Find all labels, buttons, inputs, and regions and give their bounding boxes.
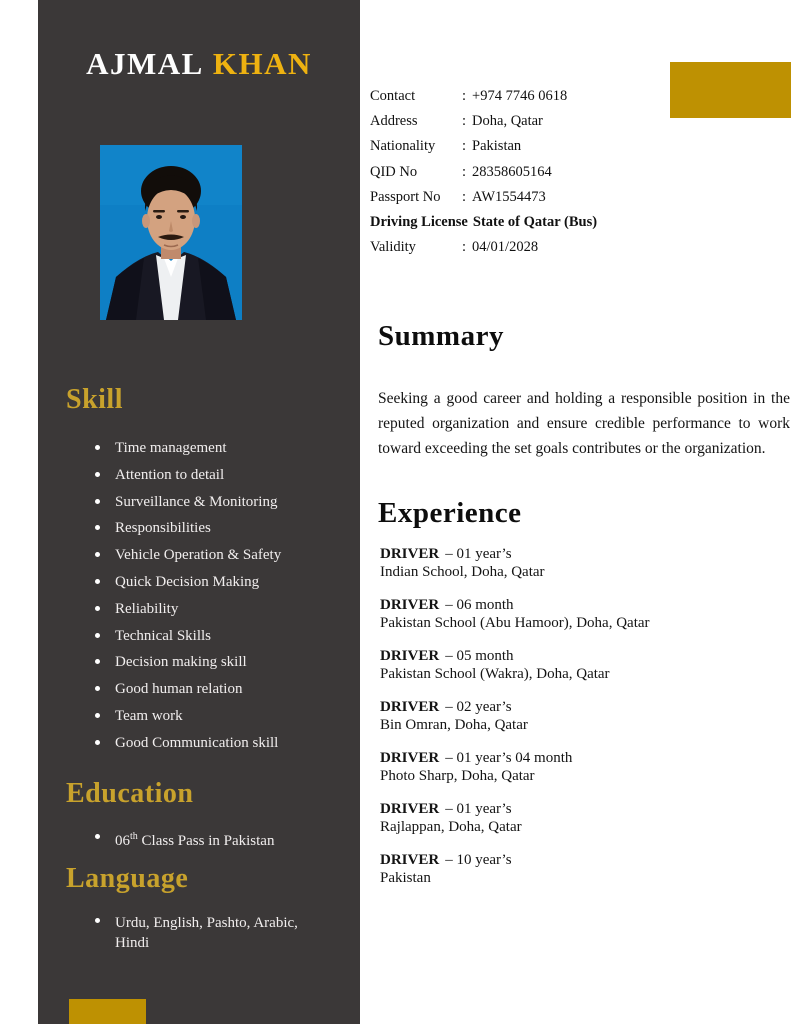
experience-entry — [380, 648, 780, 683]
contact-row — [370, 89, 670, 104]
experience-title — [380, 699, 780, 717]
contact-value: +974 7746 0618 — [472, 88, 568, 104]
contact-label: Passport No — [370, 188, 441, 205]
contact-separator: : — [462, 113, 467, 130]
skill-item: Good human relation — [38, 681, 360, 697]
experience-role: DRIVER — [380, 852, 440, 868]
experience-entry — [380, 546, 780, 581]
contact-row — [370, 114, 670, 129]
license-value: State of Qatar (Bus) — [472, 213, 598, 230]
experience-entry — [380, 750, 780, 785]
experience-entry — [380, 801, 780, 836]
experience-location: Pakistan School (Abu Hamoor), Doha, Qatar — [380, 614, 650, 631]
skill-item: Time management — [38, 440, 360, 456]
language-heading: Language — [66, 863, 189, 894]
contact-label: Contact — [370, 88, 416, 104]
language-list — [38, 913, 360, 964]
experience-duration: – 02 year’s — [445, 699, 512, 715]
experience-location: Indian School, Doha, Qatar — [380, 563, 545, 580]
contact-row — [370, 165, 670, 180]
experience-heading: Experience — [378, 497, 522, 529]
summary-heading: Summary — [378, 320, 504, 352]
experience-duration: – 01 year’s — [445, 546, 512, 562]
skill-list — [38, 440, 360, 762]
license-label: Driving License — [370, 213, 468, 230]
skill-heading: Skill — [66, 384, 123, 415]
experience-title — [380, 597, 780, 615]
contact-rows — [370, 89, 670, 205]
experience-duration: – 01 year’s — [445, 801, 512, 817]
experience-role: DRIVER — [380, 546, 440, 562]
skill-item: Attention to detail — [38, 467, 360, 483]
skill-item: Team work — [38, 708, 360, 724]
experience-location: Pakistan School (Wakra), Doha, Qatar — [380, 665, 610, 682]
summary-paragraph: Seeking a good career and holding a responsible position in the reputed organization and ensure credible performance to work toward exceeding the set goals contributes or the organization. — [378, 390, 790, 457]
experience-entry — [380, 699, 780, 734]
experience-duration: – 06 month — [445, 597, 514, 613]
contact-label: Nationality — [370, 138, 436, 155]
contact-row — [370, 190, 670, 205]
last-name: KHAN — [212, 46, 312, 81]
experience-role: DRIVER — [380, 750, 440, 766]
contact-separator: : — [462, 188, 467, 205]
driving-license-line — [370, 215, 670, 230]
experience-location: Rajlappan, Doha, Qatar — [380, 818, 522, 835]
experience-title — [380, 852, 780, 870]
skill-item: Reliability — [38, 601, 360, 617]
experience-entry — [380, 597, 780, 632]
candidate-name — [38, 46, 360, 82]
skill-item: Vehicle Operation & Safety — [38, 547, 360, 563]
experience-role: DRIVER — [380, 648, 440, 664]
contact-label: QID No — [370, 163, 418, 180]
experience-role: DRIVER — [380, 699, 440, 715]
gold-accent-bottom-left — [69, 999, 146, 1024]
experience-duration: – 10 year’s — [445, 852, 512, 868]
contact-value: AW1554473 — [472, 188, 546, 205]
experience-title — [380, 801, 780, 819]
experience-location: Pakistan — [380, 869, 431, 886]
validity-label: Validity — [370, 239, 416, 256]
experience-location: Bin Omran, Doha, Qatar — [380, 716, 528, 733]
skill-item: Technical Skills — [38, 628, 360, 644]
contact-row — [370, 139, 670, 154]
gold-accent-top-right — [670, 62, 791, 118]
contact-value: Doha, Qatar — [472, 113, 543, 130]
experience-location: Photo Sharp, Doha, Qatar — [380, 767, 535, 784]
education-item: 06th Class Pass in Pakistan — [38, 829, 360, 849]
contact-separator: : — [462, 138, 467, 155]
language-item: Urdu, English, Pashto, Arabic, Hindi — [38, 913, 298, 953]
contact-separator: : — [462, 163, 467, 180]
first-name: AJMAL — [86, 46, 204, 81]
experience-title — [380, 546, 780, 564]
contact-block — [370, 89, 670, 265]
experience-duration: – 05 month — [445, 648, 514, 664]
experience-role: DRIVER — [380, 801, 440, 817]
experience-list — [380, 546, 780, 903]
skill-item: Quick Decision Making — [38, 574, 360, 590]
validity-row — [370, 240, 670, 255]
experience-duration: – 01 year’s 04 month — [445, 750, 573, 766]
skill-item: Responsibilities — [38, 520, 360, 536]
contact-value: 28358605164 — [472, 163, 552, 180]
skill-item: Decision making skill — [38, 654, 360, 670]
experience-entry — [380, 852, 780, 887]
experience-title — [380, 750, 780, 768]
education-list — [38, 829, 360, 860]
skill-item: Good Communication skill — [38, 735, 360, 751]
portrait-illustration — [100, 145, 242, 320]
contact-label: Address — [370, 113, 418, 130]
validity-value: 04/01/2028 — [472, 239, 539, 256]
validity-separator: : — [462, 239, 467, 256]
skill-item: Surveillance & Monitoring — [38, 494, 360, 510]
contact-value: Pakistan — [472, 138, 522, 155]
profile-photo — [100, 145, 242, 320]
contact-separator: : — [462, 88, 467, 104]
sidebar — [38, 0, 360, 1024]
experience-title — [380, 648, 780, 666]
education-heading: Education — [66, 778, 194, 809]
experience-role: DRIVER — [380, 597, 440, 613]
